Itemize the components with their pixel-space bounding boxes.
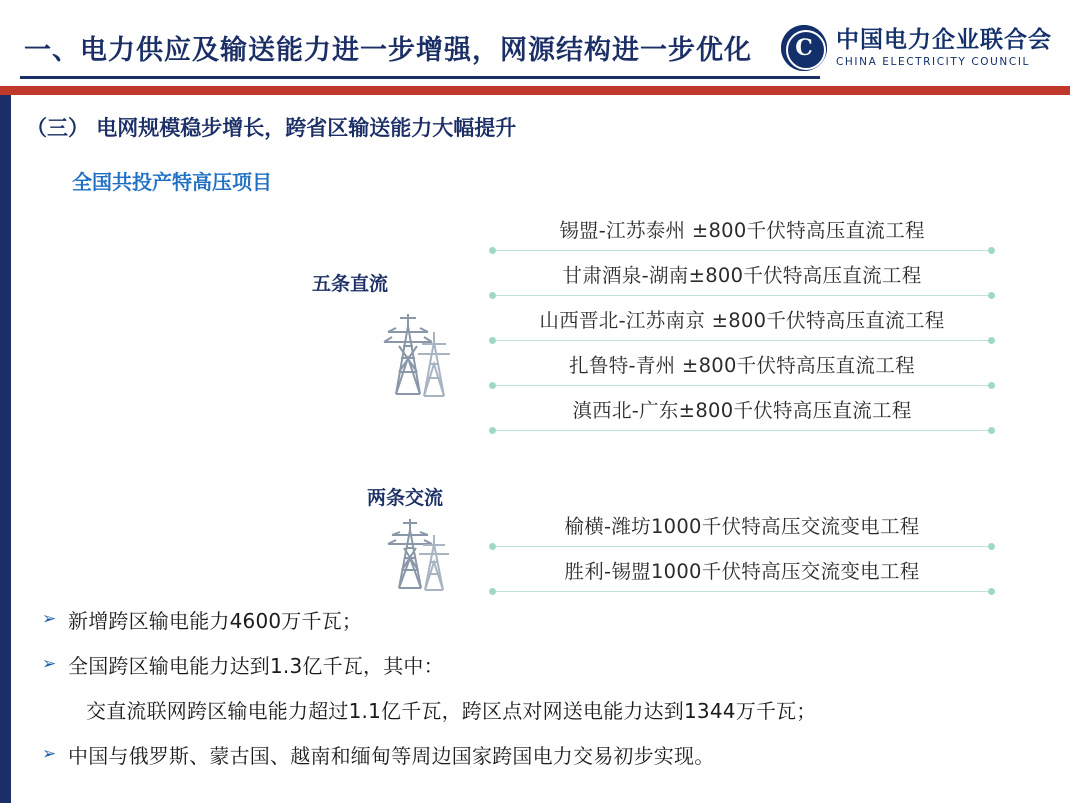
slide-header — [0, 0, 1070, 90]
header-divider — [20, 76, 820, 79]
row-divider — [492, 591, 992, 592]
transmission-tower-icon-ac — [373, 512, 465, 596]
list-item — [492, 484, 992, 547]
group-label-dc: 五条直流 — [312, 273, 389, 295]
list-item — [492, 296, 992, 341]
red-accent-bar — [0, 86, 1070, 95]
row-divider — [492, 430, 992, 431]
group-label-ac: 两条交流 — [367, 487, 444, 509]
arrow-bullet-icon: ➢ — [42, 609, 57, 629]
transmission-tower-icon-dc — [366, 306, 466, 402]
section-subheading: 全国共投产特高压项目 — [72, 170, 272, 194]
ac-project-text: 榆横-潍坊1000千伏特高压交流变电工程 — [564, 515, 920, 539]
dc-project-text: 滇西北-广东±800千伏特高压直流工程 — [572, 399, 912, 423]
section-heading: （三） 电网规模稳步增长，跨省区输送能力大幅提升 — [26, 116, 517, 140]
ac-project-text: 胜利-锡盟1000千伏特高压交流变电工程 — [564, 560, 920, 584]
bullet-list — [40, 608, 1040, 788]
list-item — [492, 341, 992, 386]
list-item — [84, 698, 1040, 724]
list-item — [492, 206, 992, 251]
organization-logo — [781, 22, 1052, 74]
arrow-bullet-icon: ➢ — [42, 654, 57, 674]
ac-project-list — [492, 484, 992, 592]
bullet-text: 全国跨区输电能力达到1.3亿千瓦，其中： — [68, 654, 444, 678]
dc-project-text: 扎鲁特-青州 ±800千伏特高压直流工程 — [569, 354, 915, 378]
list-item — [40, 608, 1040, 634]
list-item — [492, 251, 992, 296]
logo-chinese-name: 中国电力企业联合会 — [836, 27, 1052, 54]
bullet-text: 中国与俄罗斯、蒙古国、越南和缅甸等周边国家跨国电力交易初步实现。 — [68, 744, 715, 768]
dc-project-list — [492, 206, 992, 431]
list-item — [40, 743, 1040, 769]
list-item — [492, 547, 992, 592]
list-item — [40, 653, 1040, 679]
dc-project-text: 甘肃酒泉-湖南±800千伏特高压直流工程 — [562, 264, 922, 288]
logo-english-name: CHINA ELECTRICITY COUNCIL — [836, 55, 1030, 68]
dc-project-text: 山西晋北-江苏南京 ±800千伏特高压直流工程 — [539, 309, 945, 333]
bullet-text: 新增跨区输电能力4600万千瓦； — [68, 609, 363, 633]
list-item — [492, 386, 992, 431]
cec-circle-logo-icon — [781, 25, 827, 71]
dc-project-text: 锡盟-江苏泰州 ±800千伏特高压直流工程 — [559, 219, 925, 243]
page-title: 一、电力供应及输送能力进一步增强，网源结构进一步优化 — [24, 35, 752, 66]
arrow-bullet-icon: ➢ — [42, 744, 57, 764]
bullet-text: 交直流联网跨区输电能力超过1.1亿千瓦，跨区点对网送电能力达到1344万千瓦； — [86, 699, 817, 723]
logo-text-block — [836, 28, 1052, 67]
